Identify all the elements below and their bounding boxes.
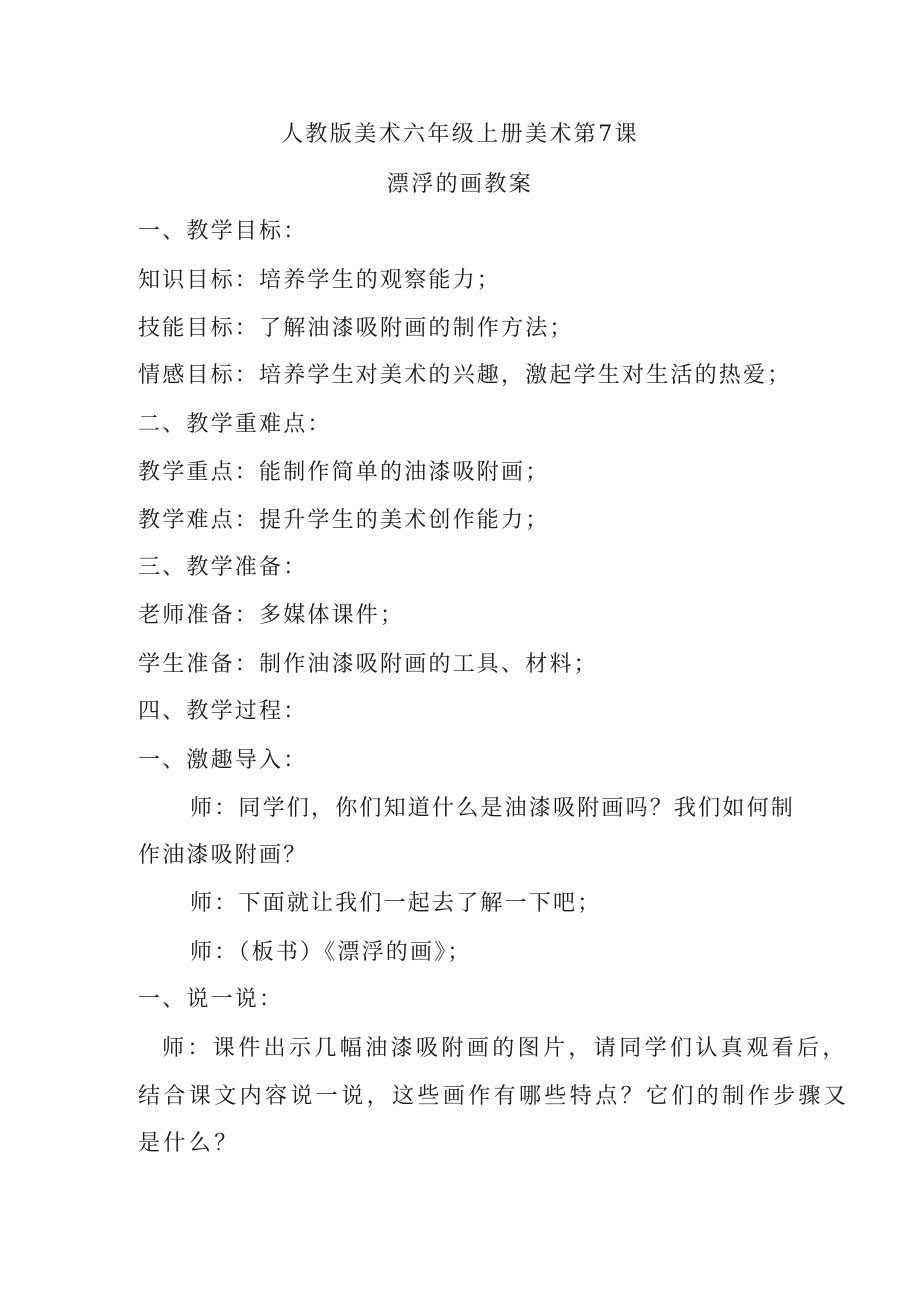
section-heading-key-points: 二、教学重难点： (138, 412, 332, 437)
section-heading-process: 四、教学过程： (138, 699, 308, 724)
text-line: 老师准备：多媒体课件； (138, 603, 405, 628)
section-heading-objectives: 一、教学目标： (138, 219, 308, 244)
text-line: 作油漆吸附画？ (138, 843, 308, 868)
text-line: 教学重点：能制作简单的油漆吸附画； (138, 460, 550, 485)
doc-title: 人教版美术六年级上册美术第7课 (281, 122, 639, 147)
text-line: 情感目标：培养学生对美术的兴趣，激起学生对生活的热爱； (138, 363, 792, 388)
text-line: 师：课件出示几幅油漆吸附画的图片，请同学们认真观看后， (162, 1036, 848, 1061)
text-line: 结合课文内容说一说，这些画作有哪些特点？它们的制作步骤又 (138, 1084, 850, 1109)
text-line: 学生准备：制作油漆吸附画的工具、材料； (138, 652, 598, 677)
subsection-heading-discuss: 一、说一说： (138, 987, 284, 1012)
text-line: 是什么？ (138, 1131, 240, 1156)
doc-subtitle: 漂浮的画教案 (386, 172, 534, 197)
text-line: 技能目标：了解油漆吸附画的制作方法； (138, 316, 574, 341)
text-line: 师：同学们，你们知道什么是油漆吸附画吗？我们如何制 (190, 796, 796, 821)
subsection-heading-intro: 一、激趣导入： (138, 748, 308, 773)
text-line: 师：下面就让我们一起去了解一下吧； (190, 891, 602, 916)
text-line: 师：（板书）《漂浮的画》； (190, 940, 472, 965)
text-line: 知识目标：培养学生的观察能力； (138, 268, 502, 293)
section-heading-preparation: 三、教学准备： (138, 555, 308, 580)
text-line: 教学难点：提升学生的美术创作能力； (138, 508, 550, 533)
